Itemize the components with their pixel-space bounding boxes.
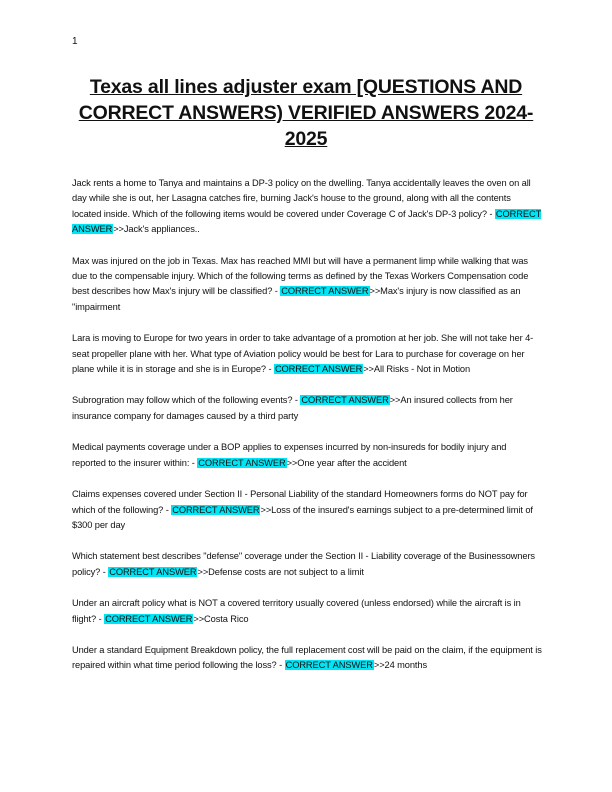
qa-item	[72, 487, 542, 533]
qa-item	[72, 393, 542, 424]
qa-item	[72, 440, 542, 471]
qa-item	[72, 176, 542, 238]
question-text: Under a standard Equipment Breakdown policy, the full replacement cost will be paid on the claim, if the equipment is repaired within what time period following the loss? -	[72, 644, 542, 671]
page-number: 1	[72, 36, 78, 47]
correct-answer-tag: CORRECT ANSWER	[301, 395, 389, 406]
qa-item	[72, 549, 542, 580]
answer-text: >>Defense costs are not subject to a limit	[197, 566, 364, 577]
correct-answer-tag: CORRECT ANSWER	[198, 457, 286, 468]
answer-text: >>An insured collects from her insurance company for damages caused by a third party	[72, 395, 513, 421]
question-text: Claims expenses covered under Section II - Personal Liability of the standard Homeowners forms do NOT pay for which of the following? -	[72, 489, 528, 515]
answer-text: >>Costa Rico	[193, 613, 249, 624]
correct-answer-tag: CORRECT ANSWER	[281, 286, 369, 297]
question-text: Lara is moving to Europe for two years in order to take advantage of a promotion at her job. She will not take her 4-seat propeller plane with her. What type of Aviation policy would be best for Lara to purchase for coverage on her plane while it is in storage and she is in Europe? -	[72, 333, 534, 375]
answer-text: >>All Risks - Not in Motion	[363, 364, 471, 375]
question-text: Medical payments coverage under a BOP applies to expenses incurred by non-insureds for bodily injury and reported to the insurer within: -	[72, 442, 507, 468]
answer-text: >>Loss of the insured's earnings subject to a pre-determined limit of $300 per day	[72, 504, 533, 530]
question-text: Jack rents a home to Tanya and maintains a DP-3 policy on the dwelling. Tanya accidentally leaves the oven on all day while she is out, her Lasagna catches fire, burning Jack's house to the ground, along with all the contents located inside. Which of the following items would be covered under Coverage C of Jack's DP-3 policy? -	[72, 178, 531, 219]
correct-answer-tag: CORRECT ANSWER	[274, 364, 363, 375]
correct-answer-tag: CORRECT ANSWER	[285, 660, 373, 671]
question-text: Max was injured on the job in Texas. Max has reached MMI but will have a permanent limp while walking that was due to the compensable injury. Which of the following terms as defined by the Texas Workers Compensation code best describes how Max's injury will be classified? -	[72, 255, 529, 297]
qa-item	[72, 596, 542, 627]
question-text: Under an aircraft policy what is NOT a covered territory usually covered (unless endorsed) while the aircraft is in flight? -	[72, 598, 521, 624]
correct-answer-tag: CORRECT ANSWER	[72, 208, 542, 235]
correct-answer-tag: CORRECT ANSWER	[109, 566, 197, 577]
answer-text: >>Max's injury is now classified as an "impairment	[72, 286, 521, 312]
answer-text: >>Jack's appliances..	[113, 224, 200, 235]
answer-text: >>24 months	[373, 660, 428, 671]
question-text: Subrogration may follow which of the following events? -	[72, 395, 301, 406]
document-title: Texas all lines adjuster exam [QUESTIONS AND CORRECT ANSWERS) VERIFIED ANSWERS 2024-2025	[78, 76, 534, 150]
answer-text: >>One year after the accident	[286, 457, 407, 468]
qa-item	[72, 643, 542, 674]
qa-item	[72, 331, 542, 377]
question-text: Which statement best describes "defense" coverage under the Section II - Liability coverage of the Businessowners policy? -	[72, 551, 535, 577]
qa-list	[72, 176, 542, 690]
correct-answer-tag: CORRECT ANSWER	[105, 613, 193, 624]
correct-answer-tag: CORRECT ANSWER	[172, 504, 260, 515]
qa-item	[72, 254, 542, 316]
